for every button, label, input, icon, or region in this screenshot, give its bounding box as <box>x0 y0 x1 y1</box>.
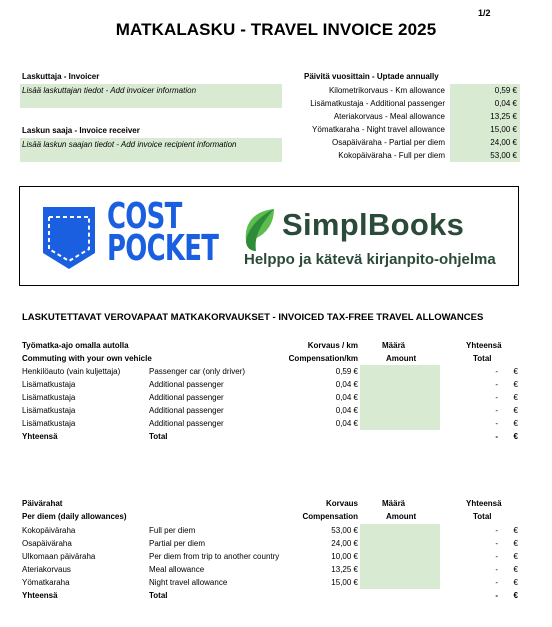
table-row <box>20 391 520 404</box>
rate-value-field[interactable] <box>450 97 520 110</box>
commute-col-qty-fi: Määrä <box>382 341 406 350</box>
commute-col-rate-fi: Korvaus / km <box>307 341 358 350</box>
rate-value: 0,59 € <box>494 86 517 95</box>
row-total: - <box>495 552 498 561</box>
perdiem-heading-en: Per diem (daily allowances) <box>22 512 127 521</box>
row-label-fi: Kokopäiväraha <box>22 526 76 535</box>
table-row <box>20 563 520 576</box>
row-label-en: Partial per diem <box>149 539 206 548</box>
row-label-en: Additional passenger <box>149 406 224 415</box>
perdiem-col-qty-fi: Määrä <box>382 499 406 508</box>
amount-input[interactable] <box>360 563 440 576</box>
table-row <box>20 524 520 537</box>
row-label-fi: Lisämatkustaja <box>22 406 76 415</box>
row-rate: 0,59 € <box>335 367 358 376</box>
row-currency: € <box>513 393 518 402</box>
perdiem-col-rate-en: Compensation <box>302 512 358 521</box>
rate-value: 0,04 € <box>494 99 517 108</box>
commute-col-rate-en: Compensation/km <box>288 354 358 363</box>
row-rate: 0,04 € <box>335 419 358 428</box>
costpocket-logo <box>107 196 219 269</box>
row-label-en: Meal allowance <box>149 565 205 574</box>
row-currency: € <box>513 565 518 574</box>
row-rate: 15,00 € <box>331 578 358 587</box>
row-label-en: Passenger car (only driver) <box>149 367 246 376</box>
section-title: LASKUTETTAVAT VEROVAPAAT MATKAKORVAUKSET - INVOICED TAX-FREE TRAVEL ALLOWANCES <box>22 312 484 323</box>
page-number: 1/2 <box>478 8 491 18</box>
row-total: - <box>495 526 498 535</box>
amount-input[interactable] <box>360 417 440 430</box>
table-row <box>20 576 520 589</box>
row-label-fi: Ulkomaan päiväraha <box>22 552 96 561</box>
costpocket-pocket-icon <box>39 203 99 273</box>
sum-label-en: Total <box>149 591 168 600</box>
amount-input[interactable] <box>360 365 440 378</box>
rate-value: 53,00 € <box>490 151 517 160</box>
rate-row-passenger <box>290 97 520 110</box>
row-rate: 0,04 € <box>335 406 358 415</box>
costpocket-line1: COST <box>107 196 182 237</box>
invoicer-placeholder: Lisää laskuttajan tiedot - Add invoicer information <box>22 86 197 95</box>
receiver-placeholder: Lisää laskun saajan tiedot - Add invoice recipient information <box>22 140 237 149</box>
receiver-label: Laskun saaja - Invoice receiver <box>22 126 140 135</box>
sum-label-en: Total <box>149 432 168 441</box>
commute-col-qty-en: Amount <box>386 354 417 363</box>
sum-label-fi: Yhteensä <box>22 591 58 600</box>
simplbooks-logo: SimplBooks <box>282 207 465 242</box>
row-label-en: Additional passenger <box>149 380 224 389</box>
row-label-fi: Henkilöauto (vain kuljettaja) <box>22 367 121 376</box>
row-rate: 13,25 € <box>331 565 358 574</box>
rate-row-night <box>290 123 520 136</box>
row-label-en: Per diem from trip to another country <box>149 552 280 561</box>
sum-label-fi: Yhteensä <box>22 432 58 441</box>
rate-value: 13,25 € <box>490 112 517 121</box>
commute-col-total-fi: Yhteensä <box>466 341 502 350</box>
rate-value-field[interactable] <box>450 136 520 149</box>
commute-col-total-en: Total <box>473 354 492 363</box>
row-total: - <box>495 565 498 574</box>
simplbooks-tagline: Helppo ja kätevä kirjanpito-ohjelma <box>244 251 496 268</box>
table-sum-row <box>20 589 520 602</box>
row-label-en: Full per diem <box>149 526 196 535</box>
row-currency: € <box>513 578 518 587</box>
receiver-field[interactable] <box>20 138 282 162</box>
row-label-en: Night travel allowance <box>149 578 228 587</box>
row-total: - <box>495 380 498 389</box>
row-total: - <box>495 419 498 428</box>
table-row <box>20 365 520 378</box>
row-total: - <box>495 578 498 587</box>
perdiem-heading-fi: Päivärahat <box>22 499 63 508</box>
amount-input[interactable] <box>360 550 440 563</box>
table-row <box>20 404 520 417</box>
perdiem-col-total-fi: Yhteensä <box>466 499 502 508</box>
row-label-fi: Lisämatkustaja <box>22 393 76 402</box>
simplbooks-leaf-icon <box>240 207 276 251</box>
row-rate: 53,00 € <box>331 526 358 535</box>
rate-label: Ateriakorvaus - Meal allowance <box>333 112 445 121</box>
sum-total: - <box>495 432 498 441</box>
row-total: - <box>495 367 498 376</box>
rate-value-field[interactable] <box>450 123 520 136</box>
row-total: - <box>495 406 498 415</box>
row-label-fi: Osapäiväraha <box>22 539 72 548</box>
row-label-fi: Yömatkaraha <box>22 578 70 587</box>
row-rate: 0,04 € <box>335 380 358 389</box>
row-rate: 0,04 € <box>335 393 358 402</box>
amount-input[interactable] <box>360 378 440 391</box>
perdiem-col-total-en: Total <box>473 512 492 521</box>
row-currency: € <box>513 552 518 561</box>
row-currency: € <box>513 367 518 376</box>
table-row <box>20 537 520 550</box>
sum-total: - <box>495 591 498 600</box>
table-row <box>20 550 520 563</box>
amount-input[interactable] <box>360 524 440 537</box>
perdiem-col-rate-fi: Korvaus <box>325 499 358 508</box>
page-title: MATKALASKU - TRAVEL INVOICE 2025 <box>115 20 437 39</box>
commute-heading-fi: Työmatka-ajo omalla autolla <box>22 341 129 350</box>
rate-value-field[interactable] <box>450 84 520 97</box>
rate-row-km <box>290 84 520 97</box>
rate-label: Yömatkaraha - Night travel allowance <box>312 125 445 134</box>
amount-input[interactable] <box>360 391 440 404</box>
rate-label: Osapäiväraha - Partial per diem <box>332 138 445 147</box>
row-total: - <box>495 393 498 402</box>
rate-value-field[interactable] <box>450 110 520 123</box>
perdiem-col-qty-en: Amount <box>386 512 417 521</box>
rate-value-field[interactable] <box>450 149 520 162</box>
row-currency: € <box>513 380 518 389</box>
row-label-en: Additional passenger <box>149 419 224 428</box>
amount-input[interactable] <box>360 576 440 589</box>
row-total: - <box>495 539 498 548</box>
costpocket-line2: POCKET <box>107 228 219 269</box>
commute-heading-en: Commuting with your own vehicle <box>22 354 152 363</box>
rate-row-meal <box>290 110 520 123</box>
amount-input[interactable] <box>360 537 440 550</box>
rate-value: 24,00 € <box>490 138 517 147</box>
row-rate: 24,00 € <box>331 539 358 548</box>
rate-label: Kilometrikorvaus - Km allowance <box>328 86 445 95</box>
invoicer-label: Laskuttaja - Invoicer <box>22 72 100 81</box>
amount-input[interactable] <box>360 404 440 417</box>
row-rate: 10,00 € <box>331 552 358 561</box>
rate-row-full <box>290 149 520 162</box>
row-currency: € <box>513 526 518 535</box>
sum-currency: € <box>513 432 518 441</box>
row-currency: € <box>513 539 518 548</box>
sum-currency: € <box>513 591 518 600</box>
table-sum-row <box>20 430 520 443</box>
table-row <box>20 378 520 391</box>
rate-row-partial <box>290 136 520 149</box>
row-currency: € <box>513 419 518 428</box>
row-label-fi: Ateriakorvaus <box>22 565 71 574</box>
table-row <box>20 417 520 430</box>
rate-label: Kokopäiväraha - Full per diem <box>338 151 445 160</box>
invoicer-field[interactable] <box>20 84 282 108</box>
row-currency: € <box>513 406 518 415</box>
rate-label: Lisämatkustaja - Additional passenger <box>310 99 445 108</box>
row-label-fi: Lisämatkustaja <box>22 419 76 428</box>
rate-value: 15,00 € <box>490 125 517 134</box>
row-label-en: Additional passenger <box>149 393 224 402</box>
rates-header: Päivitä vuosittain - Uptade annually <box>304 72 439 81</box>
row-label-fi: Lisämatkustaja <box>22 380 76 389</box>
sponsor-banner <box>19 186 519 286</box>
